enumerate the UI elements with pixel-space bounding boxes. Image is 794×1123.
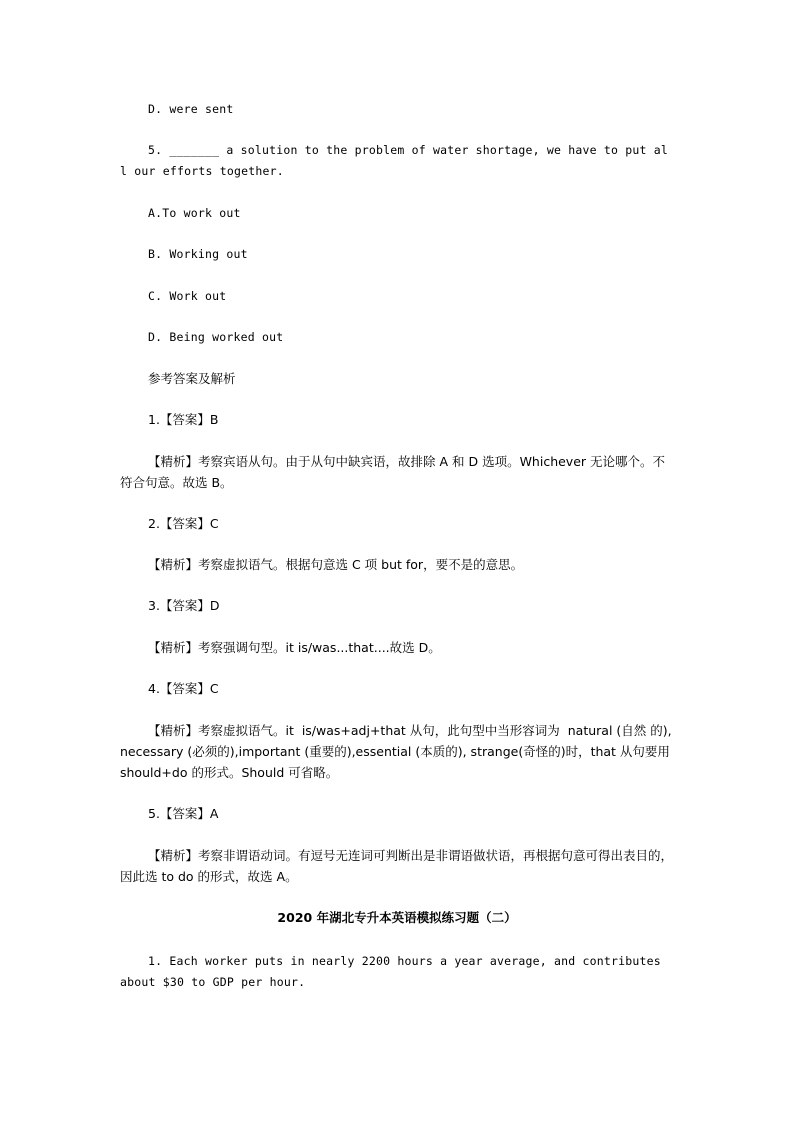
q5-option-c: C. Work out: [148, 289, 227, 303]
answer-4-explanation: 【精析】考察虚拟语气。it is/was+adj+that 从句，此句型中当形容词为 natural (自然 的), necessary (必须的),important (重要的),essential (本质的), strange(奇怪的)时，that 从句要用 should+do 的形式。Should 可省略。: [120, 723, 676, 780]
answer-5-explanation: 【精析】考察非谓语动词。有逗号无连词可判断出是非谓语做状语，再根据句意可得出表目的，因此选 to do 的形式，故选 A。: [120, 848, 674, 884]
answer-3: 3.【答案】D: [148, 598, 220, 613]
answer-2-explanation: 【精析】考察虚拟语气。根据句意选 C 项 but for，要不是的意思。: [148, 557, 524, 572]
answer-4: 4.【答案】C: [148, 681, 219, 696]
section-title: 2020 年湖北专升本英语模拟练习题（二）: [277, 910, 517, 925]
answer-5: 5.【答案】A: [148, 806, 219, 821]
q5-option-a: A.To work out: [148, 206, 241, 220]
q5-option-b: B. Working out: [148, 247, 248, 261]
q5-stem: 5. _______ a solution to the problem of water shortage, we have to put all our efforts together.: [120, 143, 669, 178]
answers-title: 参考答案及解析: [148, 371, 236, 386]
answer-1-explanation: 【精析】考察宾语从句。由于从句中缺宾语，故排除 A 和 D 选项。Whichever 无论哪个。不符合句意。故选 B。: [120, 454, 666, 490]
q4-option-d: D. were sent: [148, 102, 234, 116]
next-question-1: 1. Each worker puts in nearly 2200 hours a year average, and contributes about $30 to GDP per hour.: [120, 954, 669, 989]
answer-1: 1.【答案】B: [148, 412, 219, 427]
answer-2: 2.【答案】C: [148, 516, 219, 531]
answer-3-explanation: 【精析】考察强调句型。it is/was...that....故选 D。: [148, 640, 441, 655]
q5-option-d: D. Being worked out: [148, 330, 284, 344]
